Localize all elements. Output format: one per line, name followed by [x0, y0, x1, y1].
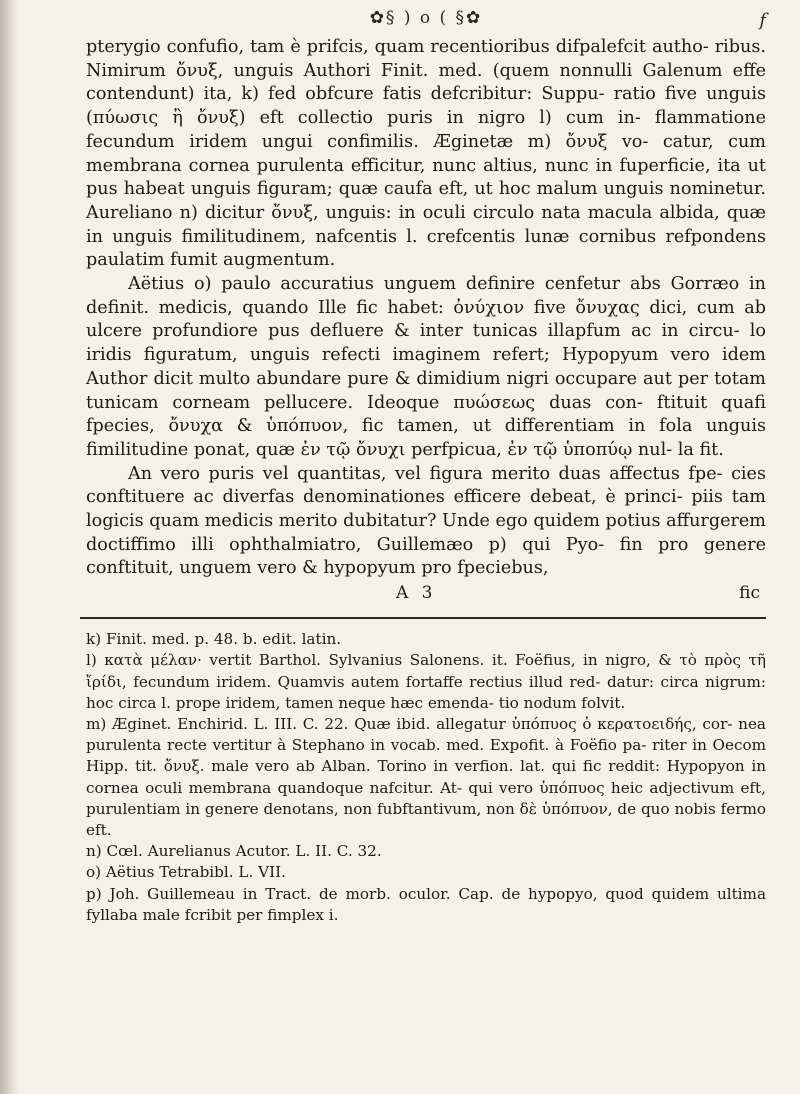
footnote-n: n) Cœl. Aurelianus Acutor. L. II. C. 32.: [86, 842, 382, 861]
footnote-p: p) Joh. Guillemeau in Tract. de morb. oculor. Cap. de hypopyo, quod quidem ultima fyllaba male fcribit per fimplex i.: [86, 884, 766, 924]
footnote-l: l) κατὰ μέλαν· vertit Barthol. Sylvanius Salonens. it. Foëfius, in nigro, & τὸ πρὸς τῆ ἴρίδι, fecundum iridem. Quamvis autem fortaffe rectius illud red- datur: circa nigrum: hoc circa l. prope iridem, tamen neque hæc emenda- tio nodum folvit.: [86, 651, 766, 712]
footnote-o: o) Aëtius Tetrabibl. L. VII.: [86, 863, 286, 882]
header-ornament: ✿§ ) o ( §✿: [369, 8, 483, 28]
running-header: [86, 8, 766, 36]
footnote-m: m) Æginet. Enchirid. L. III. C. 22. Quæ ibid. allegatur ὑπόπυος ὁ κερατοειδής, cor- nea purulenta recte vertitur à Stephano in vocab. med. Expofit. à Foëfio pa- riter in Oecom Hipp. tit. ὄνυξ. male vero ab Alban. Torino in verfion. lat. qui fic reddit: Hypopyon in cornea oculi membrana quandoque nafcitur. At- qui vero ὑπόπυος heic adjectivum eft, purulentiam in genere denotans, non fubftantivum, non δὲ ὑπόπυον, de quo nobis fermo eft.: [86, 714, 766, 839]
catchline: [86, 583, 766, 609]
footnote-k: k) Finit. med. p. 48. b. edit. latin.: [86, 630, 342, 649]
paragraph-3: An vero puris vel quantitas, vel figura merito duas affectus fpe- cies conftituere ac diverfas denominationes efficere debeat, è princi- piis tam logicis quam medicis merito dubitatur? Unde ego quidem potius affurgerem doctiffimo illi ophthalmiatro, Guillemæo p) qui Pyo- fin pro genere conftituit, unguem vero & hypopyum pro fpeciebus,: [86, 463, 766, 579]
paragraph-2: Aëtius o) paulo accuratius unguem definire cenfetur abs Gorræo in definit. medicis, quando Ille fic habet: ὀνύχιον five ὄνυχας dici, cum ab ulcere profundiore pus defluere & inter tunicas illapfum ac in circu- lo iridis figuratum, unguis refecti imaginem refert; Hypopyum vero idem Author dicit multo abundare pure & dimidium nigri occupare aut per totam tunicam corneam pellucere. Ideoque πυώσεως duas con- ftituit quafi fpecies, ὄνυχα & ὑπόπυον, fic tamen, ut differentiam in fola unguis fimilitudine ponat, quæ ἐν τῷ ὄνυχι perfpicua, ἐν τῷ ὑποπύῳ nul- la fit.: [86, 274, 766, 460]
catchword: fic: [739, 583, 760, 604]
footnote-rule: [80, 617, 766, 619]
signature-mark: A 3: [396, 583, 437, 604]
footnotes: [86, 629, 766, 926]
main-text: [86, 36, 766, 581]
paragraph-1: pterygio confufio, tam è prifcis, quam recentioribus difpalefcit autho- ribus. Nimirum ὄνυξ, unguis Authori Finit. med. (quem nonnulli Galenum effe contendunt) ita, k) fed obfcure fatis defcribitur: Suppu- ratio five unguis (πύωσις ἢ ὄνυξ) eft collectio puris in nigro l) cum in- flammatione fecundum iridem ungui confimilis. Æginetæ m) ὄνυξ vo- catur, cum membrana cornea purulenta efficitur, nunc altius, nunc in fuperficie, ita ut pus habeat unguis figuram; quæ caufa eft, ut hoc malum unguis nominetur. Aureliano n) dicitur ὄνυξ, unguis: in oculi circulo nata macula albida, quæ in unguis fimilitudinem, nafcentis l. crefcentis lunæ cornibus refpondens paulatim fumit augmentum.: [86, 37, 766, 271]
page-number: f: [759, 10, 768, 31]
